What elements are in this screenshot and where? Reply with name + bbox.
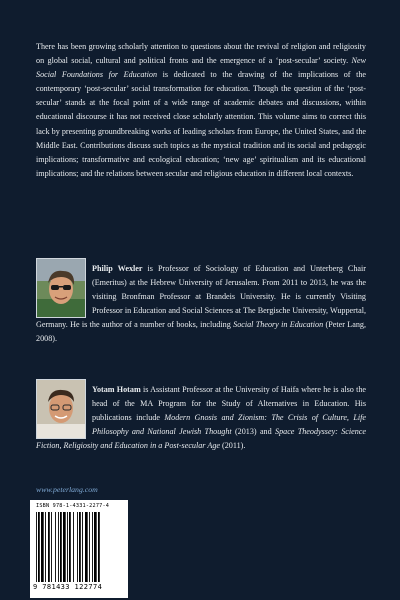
book-description — [36, 40, 366, 181]
hotam-name: Yotam Hotam — [92, 385, 141, 394]
barcode-bars — [36, 512, 122, 582]
hotam-text-3: (2011). — [220, 441, 246, 451]
hotam-bio — [36, 383, 366, 453]
wexler-text-1: is Professor of Sociology of Education and Unterberg Chair (Emeritus) at the Hebrew University of Jerusalem. From 2011 to 2013, he was the visiting Bronfman Professor at Brandeis University. He is currently Visiting Professor in Education and Social Sciences at The Bergische University, Wuppertal, Germany. He is the author of a number of books, including — [36, 264, 366, 330]
isbn-barcode — [30, 500, 128, 598]
wexler-book: Social Theory in Education — [233, 320, 324, 330]
wexler-text-2: (Peter Lang, 2008). — [36, 320, 366, 344]
isbn-label: ISBN 978-1-4331-2277-4 — [36, 503, 110, 509]
description-text-1: There has been growing scholarly attention to questions about the revival of religion and religiosity on global social, cultural and political fronts and the emergence of a ‘post-secular’ society. — [36, 42, 366, 66]
wexler-name: Philip Wexler — [92, 264, 143, 273]
hotam-book-1: Modern Gnosis and Zionism: The Crisis of Culture, Life Philosophy and National Jewish Thought — [92, 413, 366, 437]
book-title: New Social Foundations for Education — [36, 56, 366, 80]
hotam-book-2: Space Theodyssey: Science Fiction, Religiosity and Education in a Post-secular Age — [36, 427, 366, 451]
hotam-text-2: (2013) and — [231, 427, 275, 437]
hotam-text-1: is Assistant Professor at the University of Haifa where he is also the head of the MA Program for the Study of Alternatives in Education. His publications include — [92, 385, 367, 423]
isbn-digits: 9 781433 122774 — [33, 583, 103, 591]
description-text-2: is dedicated to the drawing of the implications of the contemporary ‘post-secular’ social transformation for education. Though the question of the ‘post-secular’ stands at the focal point of a wide range of academic debates and discussions, within educational discourse it has not received close scholarly attention. This volume aims to correct this lack by presenting groundbreaking works of leading scholars from Europe, the United States, and the Middle East. Contributions discuss such topics as the mystical tradition and its social and pedagogic implications; transformative and ecological education; ‘new age’ spiritualism and its educational implications; and the relations between secular and religious education in different local contexts. — [36, 70, 366, 178]
description-paragraph — [36, 40, 366, 181]
wexler-bio — [36, 262, 366, 347]
publisher-url[interactable]: www.peterlang.com — [36, 485, 98, 494]
